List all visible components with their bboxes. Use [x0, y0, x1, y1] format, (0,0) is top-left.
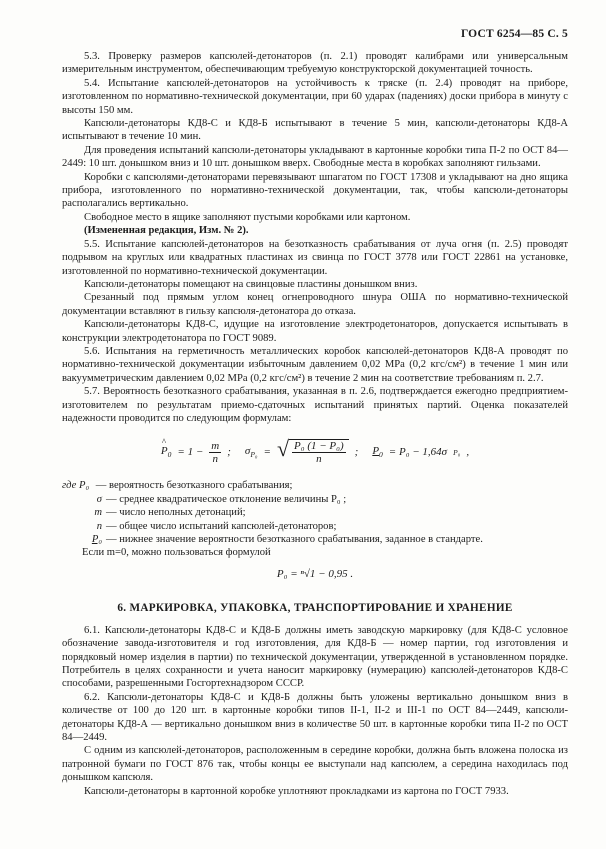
- paragraph-free-space: Свободное место в ящике заполняют пустыми коробками или картоном.: [84, 211, 411, 223]
- paragraph-6-1: 6.1. Капсюли-детонаторы КД8-С и КД8-Б должны иметь заводскую маркировку (для КД8-С условное обозначение завода-изготовителя и год изготовления, для КД8-Б — номер партии, год изготовления и порядковый номер изделия в партии) по технической документации, утвержденной в установленном порядке. Потребитель в целях сохранности и учета наносит маркировку (нумерацию) капсюлей-детонаторов КД8-С способами, разрешенными Госгортехнадзором СССР.: [62, 624, 568, 690]
- simplified-formula: P₀ = ⁿ√1 − 0,95 .: [276, 567, 354, 580]
- section-title: 6. МАРКИРОВКА, УПАКОВКА, ТРАНСПОРТИРОВАНИЕ И ХРАНЕНИЕ: [117, 601, 513, 614]
- paragraph-5-5: 5.5. Испытание капсюлей-детонаторов на безотказность срабатывания от луча огня (п. 2.5) проводят подрывом на круглых или квадратных пластинах из свинца по ГОСТ 3778 или ГОСТ 22861 на установке, изготовленной по нормативно-технической документации.: [62, 238, 568, 277]
- reliability-formula: ^ $P_0$ = 1 − $\frac{m}{n}$ ; $\sigma_{P_0}$ = √ $\frac{\text{P₀ (1 − P₀)}}{n}$ ; $P_0$ = P₀ − 1,64σ P₀ ,: [62, 425, 568, 479]
- paragraph-electro: Капсюли-детонаторы КД8-С, идущие на изготовление электродетонаторов, допускается испытывать в конструкции электродетонатора по ГОСТ 9089.: [62, 319, 568, 344]
- definition-row: P₀ — нижнее значение вероятности безотказного срабатывания, заданное в стандарте.: [91, 534, 483, 545]
- definition-row: n — общее число испытаний капсюлей-детонаторов;: [96, 520, 337, 532]
- paragraph-boxes: Для проведения испытаний капсюли-детонаторы укладывают в картонные коробки типа П-2 по ОСТ 84—2449: 10 шт. донышком вниз и 10 шт. донышком вверх. Свободные места в коробках заполняют гильзами.: [62, 144, 568, 170]
- document-page: [62, 28, 568, 798]
- paragraph-paper-strip: С одним из капсюлей-детонаторов, расположенным в середине коробки, должна быть вложена полоска из патронной бумаги по ГОСТ 876 так, чтобы концы ее выступали над капсюлем, а середина находилась под донышком капсюля.: [62, 745, 568, 784]
- definition-row: где P₀ — вероятность безотказного срабатывания;: [62, 480, 293, 492]
- paragraph-5-7: 5.7. Вероятность безотказного срабатывания, указанная в п. 2.6, подтверждается ежегодно предприятием-изготовителем по результатам приемо-сдаточных испытаний принятых партий. Оценка показателей надежности проводится по следующим формулам:: [62, 386, 568, 424]
- paragraph-5-4: 5.4. Испытание капсюлей-детонаторов на устойчивость к тряске (п. 2.4) проводят на приборе, изготовленном по нормативно-технической документации, при 60 ударах (падениях) доски прибора в минуту с высоты 150 мм.: [62, 77, 568, 116]
- paragraph-padding: Капсюли-детонаторы в картонной коробке уплотняют прокладками из картона по ГОСТ 7933.: [84, 785, 509, 797]
- formula-definitions: [62, 479, 568, 546]
- paragraph-if-m-zero: Если m=0, можно пользоваться формулой: [82, 547, 271, 559]
- paragraph-5-3: 5.3. Проверку размеров капсюлей-детонаторов (п. 2.1) проводят калибрами или универсальным измерительным инструментом, обеспечивающим требуемую конструкторской документацией точность.: [62, 51, 568, 76]
- paragraph-tie: Коробки с капсюлями-детонаторами перевязывают шпагатом по ГОСТ 17308 и укладывают на дно ящика прибора, изготовленного по нормативно-технической документации, так, чтобы капсюли-детонаторы располагались вертикально.: [62, 171, 568, 210]
- definition-row: m — число неполных детонаций;: [94, 507, 246, 519]
- definition-row: σ — среднее квадратическое отклонение величины P₀ ;: [96, 493, 347, 505]
- paragraph-5-6: 5.6. Испытания на герметичность металлических коробок капсюлей-детонаторов КД8-А проводят по нормативно-технической документации избыточным давлением 0,02 MPa (0,2 кгс/см²) в течение 1 мин или вакуумметрическим давлением 0,02 MPa (0,2 кгс/см²) в течение 2 мин на соответствие требованиям п. 2.7.: [62, 345, 568, 384]
- paragraph-lead-plates: Капсюли-детонаторы помещают на свинцовые пластины донышком вниз.: [84, 278, 418, 290]
- paragraph-6-2: 6.2. Капсюли-детонаторы КД8-С и КД8-Б должны быть уложены вертикально донышком вниз в количестве от 100 до 120 шт. в картонные коробки типов II-1, II-2 и III-1 по ОСТ 84—2449, капсюли-детонаторы КД8-А — вертикально донышком вниз в количестве 50 шт. в картонные коробки типа II-2 по ОСТ 84—2449.: [62, 691, 568, 744]
- page-header: ГОСТ 6254—85 С. 5: [460, 28, 568, 40]
- paragraph-fuse-cord: Срезанный под прямым углом конец огнепроводного шнура ОША по нормативно-технической документации вставляют в гильзу капсюля-детонатора до отказа.: [62, 292, 568, 317]
- amendment-note: (Измененная редакция, Изм. № 2).: [84, 225, 249, 237]
- paragraph-duration: Капсюли-детонаторы КД8-С и КД8-Б испытывают в течение 5 мин, капсюли-детонаторы КД8-А испытывают в течение 10 мин.: [62, 118, 568, 143]
